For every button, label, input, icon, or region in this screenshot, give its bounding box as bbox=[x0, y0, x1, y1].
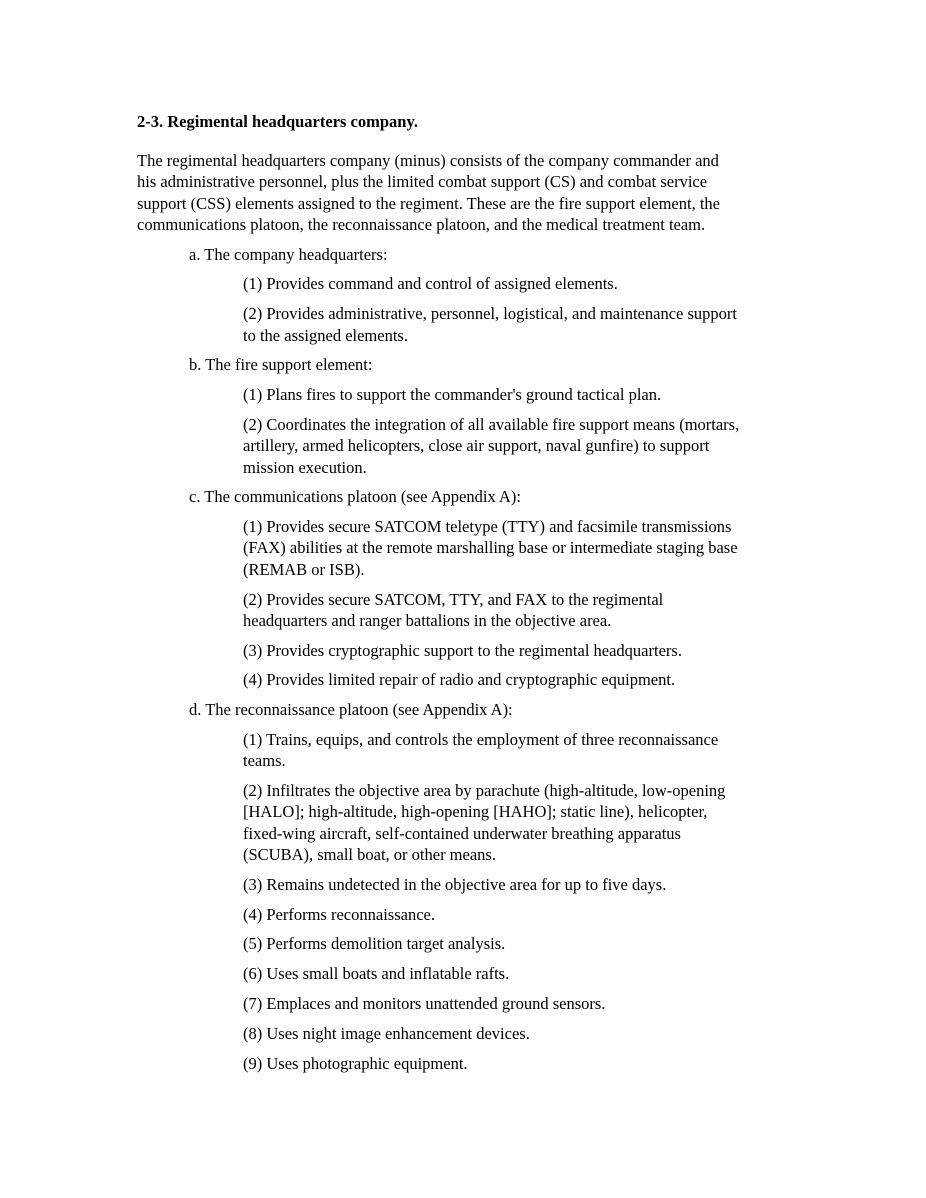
list-item: (2) Provides secure SATCOM, TTY, and FAX to the regimental headquarters and ranger battalions in the objective area. bbox=[243, 589, 664, 630]
list-item: (9) Uses photographic equipment. bbox=[243, 1053, 468, 1073]
subsection-title: a. The company headquarters: bbox=[189, 244, 388, 264]
list-item: (4) Performs reconnaissance. bbox=[243, 904, 435, 924]
list-item: (2) Infiltrates the objective area by parachute (high-altitude, low-opening [HALO]; high-altitude, high-opening [HAHO]; static line), helicopter, fixed-wing aircraft, self-contained underwater breathing apparatus (SCUBA), small boat, or other means. bbox=[243, 781, 726, 865]
document-page bbox=[137, 111, 817, 1082]
section-list bbox=[137, 244, 817, 1074]
list-item: (2) Provides administrative, personnel, logistical, and maintenance support to the assigned elements. bbox=[243, 304, 737, 345]
list-item: (3) Remains undetected in the objective area for up to five days. bbox=[243, 874, 667, 894]
list-item: (2) Coordinates the integration of all available fire support means (mortars, artillery, armed helicopters, close air support, naval gunfire) to support mission execution. bbox=[243, 414, 740, 477]
list-item: (3) Provides cryptographic support to the regimental headquarters. bbox=[243, 640, 682, 660]
list-item: (1) Plans fires to support the commander's ground tactical plan. bbox=[243, 385, 662, 405]
list-item: (7) Emplaces and monitors unattended ground sensors. bbox=[243, 994, 606, 1013]
list-item: (1) Provides command and control of assigned elements. bbox=[243, 274, 618, 294]
list-item: (5) Performs demolition target analysis. bbox=[243, 934, 506, 954]
list-item: (1) Trains, equips, and controls the employment of three reconnaissance teams. bbox=[243, 730, 719, 771]
section-heading: 2-3. Regimental headquarters company. bbox=[137, 112, 418, 131]
list-item: (8) Uses night image enhancement devices. bbox=[243, 1023, 530, 1043]
list-item: (6) Uses small boats and inflatable rafts. bbox=[243, 964, 510, 984]
intro-paragraph: The regimental headquarters company (minus) consists of the company commander and his administrative personnel, plus the limited combat support (CS) and combat service support (CSS) elements assigned to the regiment. These are the fire support element, the communications platoon, the reconnaissance platoon, and the medical treatment team. bbox=[137, 151, 721, 234]
list-item: (4) Provides limited repair of radio and cryptographic equipment. bbox=[243, 670, 676, 690]
list-item: (1) Provides secure SATCOM teletype (TTY) and facsimile transmissions (FAX) abilities at the remote marshalling base or intermediate staging base (REMAB or ISB). bbox=[243, 517, 738, 579]
subsection-title: d. The reconnaissance platoon (see Appendix A): bbox=[189, 700, 513, 720]
subsection-title: b. The fire support element: bbox=[189, 355, 373, 375]
subsection-title: c. The communications platoon (see Appendix A): bbox=[189, 487, 521, 507]
